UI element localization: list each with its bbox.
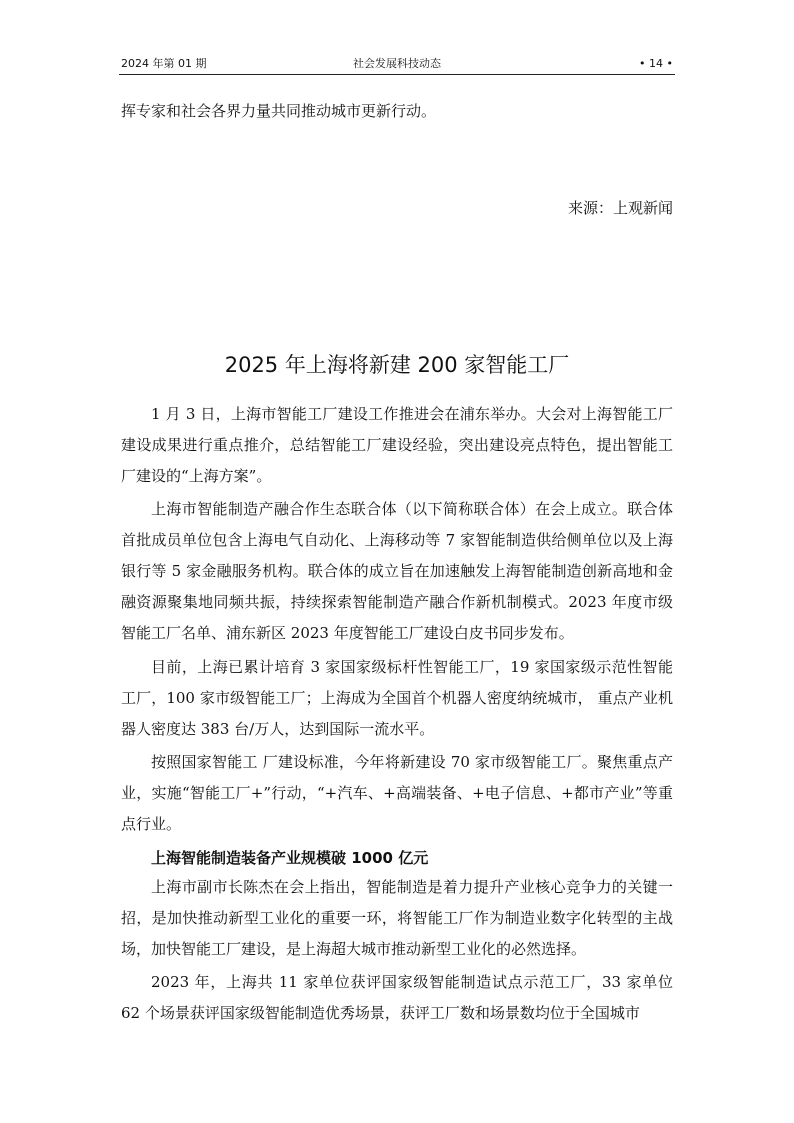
page-header — [121, 56, 673, 72]
header-divider — [119, 74, 675, 75]
continuation-text: 挥专家和社会各界力量共同推动城市更新行动。 — [121, 102, 437, 120]
article-paragraph-1: 1 月 3 日，上海市智能工厂建设工作推进会在浦东举办。大会对上海智能工厂建设成果进行重点推介，总结智能工厂建设经验，突出建设亮点特色，提出智能工厂建设的“上海方案”。 — [121, 405, 673, 485]
article-paragraph-4: 按照国家智能工 厂建设标准，今年将新建设 70 家市级智能工厂。聚焦重点产业，实施“智能工厂+”行动，“+汽车、+高端装备、+电子信息、+都市产业”等重点行业。 — [121, 753, 673, 833]
article-title: 2025 年上海将新建 200 家智能工厂 — [224, 353, 570, 377]
section-subheading: 上海智能制造装备产业规模破 1000 亿元 — [151, 849, 429, 867]
article-paragraph-5: 上海市副市长陈杰在会上指出，智能制造是着力提升产业核心竞争力的关键一招，是加快推动新型工业化的重要一环，将智能工厂作为制造业数字化转型的主战场，加快智能工厂建设，是上海超大城市推动新型工业化的必然选择。 — [121, 878, 673, 958]
publication-title: 社会发展科技动态 — [353, 57, 441, 70]
issue-label: 2024 年第 01 期 — [121, 57, 207, 70]
article-paragraph-3: 目前，上海已累计培育 3 家国家级标杆性智能工厂，19 家国家级示范性智能工厂，100 家市级智能工厂；上海成为全国首个机器人密度纳统城市， 重点产业机器人密度达 383 台/万人，达到国际一流水平。 — [121, 658, 673, 738]
source-credit: 来源：上观新闻 — [567, 199, 673, 217]
article-paragraph-2: 上海市智能制造产融合作生态联合体（以下简称联合体）在会上成立。联合体首批成员单位包含上海电气自动化、上海移动等 7 家智能制造供给侧单位以及上海银行等 5 家金融服务机构。联合体的成立旨在加速触发上海智能制造创新高地和金融资源聚集地同频共振，持续探索智能制造产融合作新机制模式。2023 年度市级智能工厂名单、浦东新区 2023 年度智能工厂建设白皮书同步发布。 — [121, 500, 673, 642]
page-number: • 14 • — [639, 57, 673, 70]
article-paragraph-6: 2023 年，上海共 11 家单位获评国家级智能制造试点示范工厂，33 家单位 62 个场景获评国家级智能制造优秀场景，获评工厂数和场景数均位于全国城市 — [121, 973, 673, 1022]
